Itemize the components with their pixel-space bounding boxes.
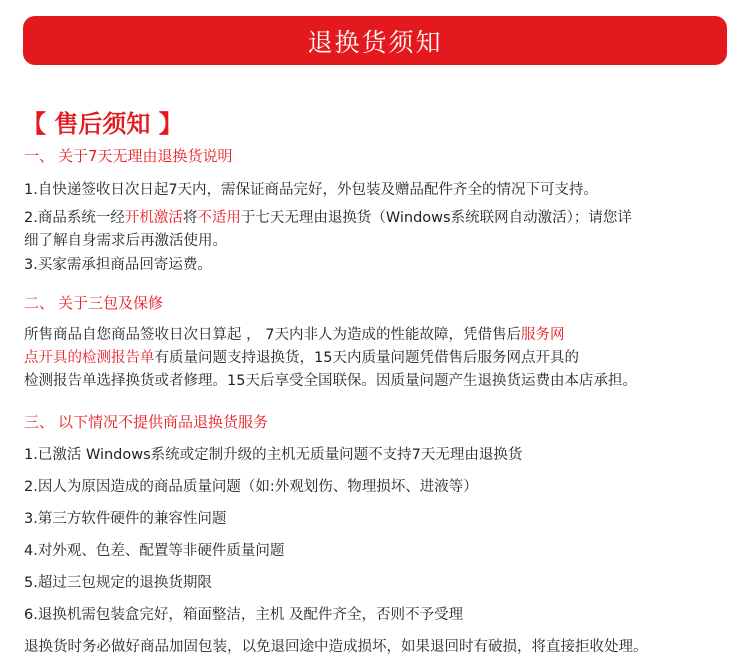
section-1-title <box>24 145 233 166</box>
section-1-item-3: 3.买家需承担商品回寄运费。 <box>24 257 212 273</box>
banner-title: 退换货须知 <box>307 27 443 57</box>
highlight-service-outlet: 服务网 <box>520 327 565 343</box>
section-3-item-2: 2.因人为原因造成的商品质量问题（如:外观划伤、物理损坏、进液等） <box>24 479 478 495</box>
section-1-item-2 <box>24 206 632 227</box>
text-span: 所售商品自您商品签收日次日算起 ， 7天内非人为造成的性能故障，凭借售后 <box>24 327 521 343</box>
section-2-title <box>24 292 163 313</box>
section-1-number: 一、 <box>24 147 55 165</box>
section-2-title-text: 关于三包及保修 <box>58 294 164 312</box>
text-span: 2.商品系统一经 <box>24 210 125 226</box>
highlight-not-applicable: 不适用 <box>197 210 241 226</box>
section-2-paragraph-line-2 <box>24 346 579 367</box>
highlight-inspection-report: 点开具的检测报告单 <box>24 350 155 366</box>
highlight-activation: 开机激活 <box>124 210 183 226</box>
text-span: 将 <box>182 210 198 226</box>
section-2-paragraph-line-1 <box>24 323 564 344</box>
section-3-item-5: 5.超过三包规定的退换货期限 <box>24 575 212 591</box>
section-3-item-4: 4.对外观、色差、配置等非硬件质量问题 <box>24 543 285 559</box>
section-2-paragraph-line-3: 检测报告单选择换货或者修理。15天后享受全国联保。因质量问题产生退换货运费由本店承担。 <box>24 373 637 389</box>
section-1-item-1: 1.自快递签收日次日起7天内，需保证商品完好，外包装及赠品配件齐全的情况下可支持。 <box>24 182 599 198</box>
title-banner <box>23 16 727 65</box>
section-3-item-1: 1.已激活 Windows系统或定制升级的主机无质量问题不支持7天无理由退换货 <box>24 447 523 463</box>
section-3-number: 三、 <box>24 413 55 431</box>
section-3-item-6: 6.退换机需包装盒完好，箱面整洁，主机 及配件齐全，否则不予受理 <box>24 607 463 623</box>
after-sales-heading: 【 售后须知 】 <box>22 110 183 138</box>
section-1-item-2-line-2: 细了解自身需求后再激活使用。 <box>24 233 227 249</box>
footer-note: 退换货时务必做好商品加固包装，以免退回途中造成损坏，如果退回时有破损，将直接拒收处理。 <box>24 639 648 655</box>
section-1-title-text: 关于7天无理由退换货说明 <box>58 147 233 165</box>
section-3-item-3: 3.第三方软件硬件的兼容性问题 <box>24 511 227 527</box>
text-span: 于七天无理由退换货（Windows系统联网自动激活）；请您详 <box>240 210 632 226</box>
section-2-number: 二、 <box>24 294 55 312</box>
section-3-title-text: 以下情况不提供商品退换货服务 <box>58 413 269 431</box>
section-3-title <box>24 411 268 432</box>
text-span: 有质量问题支持退换货，15天内质量问题凭借售后服务网点开具的 <box>154 350 579 366</box>
